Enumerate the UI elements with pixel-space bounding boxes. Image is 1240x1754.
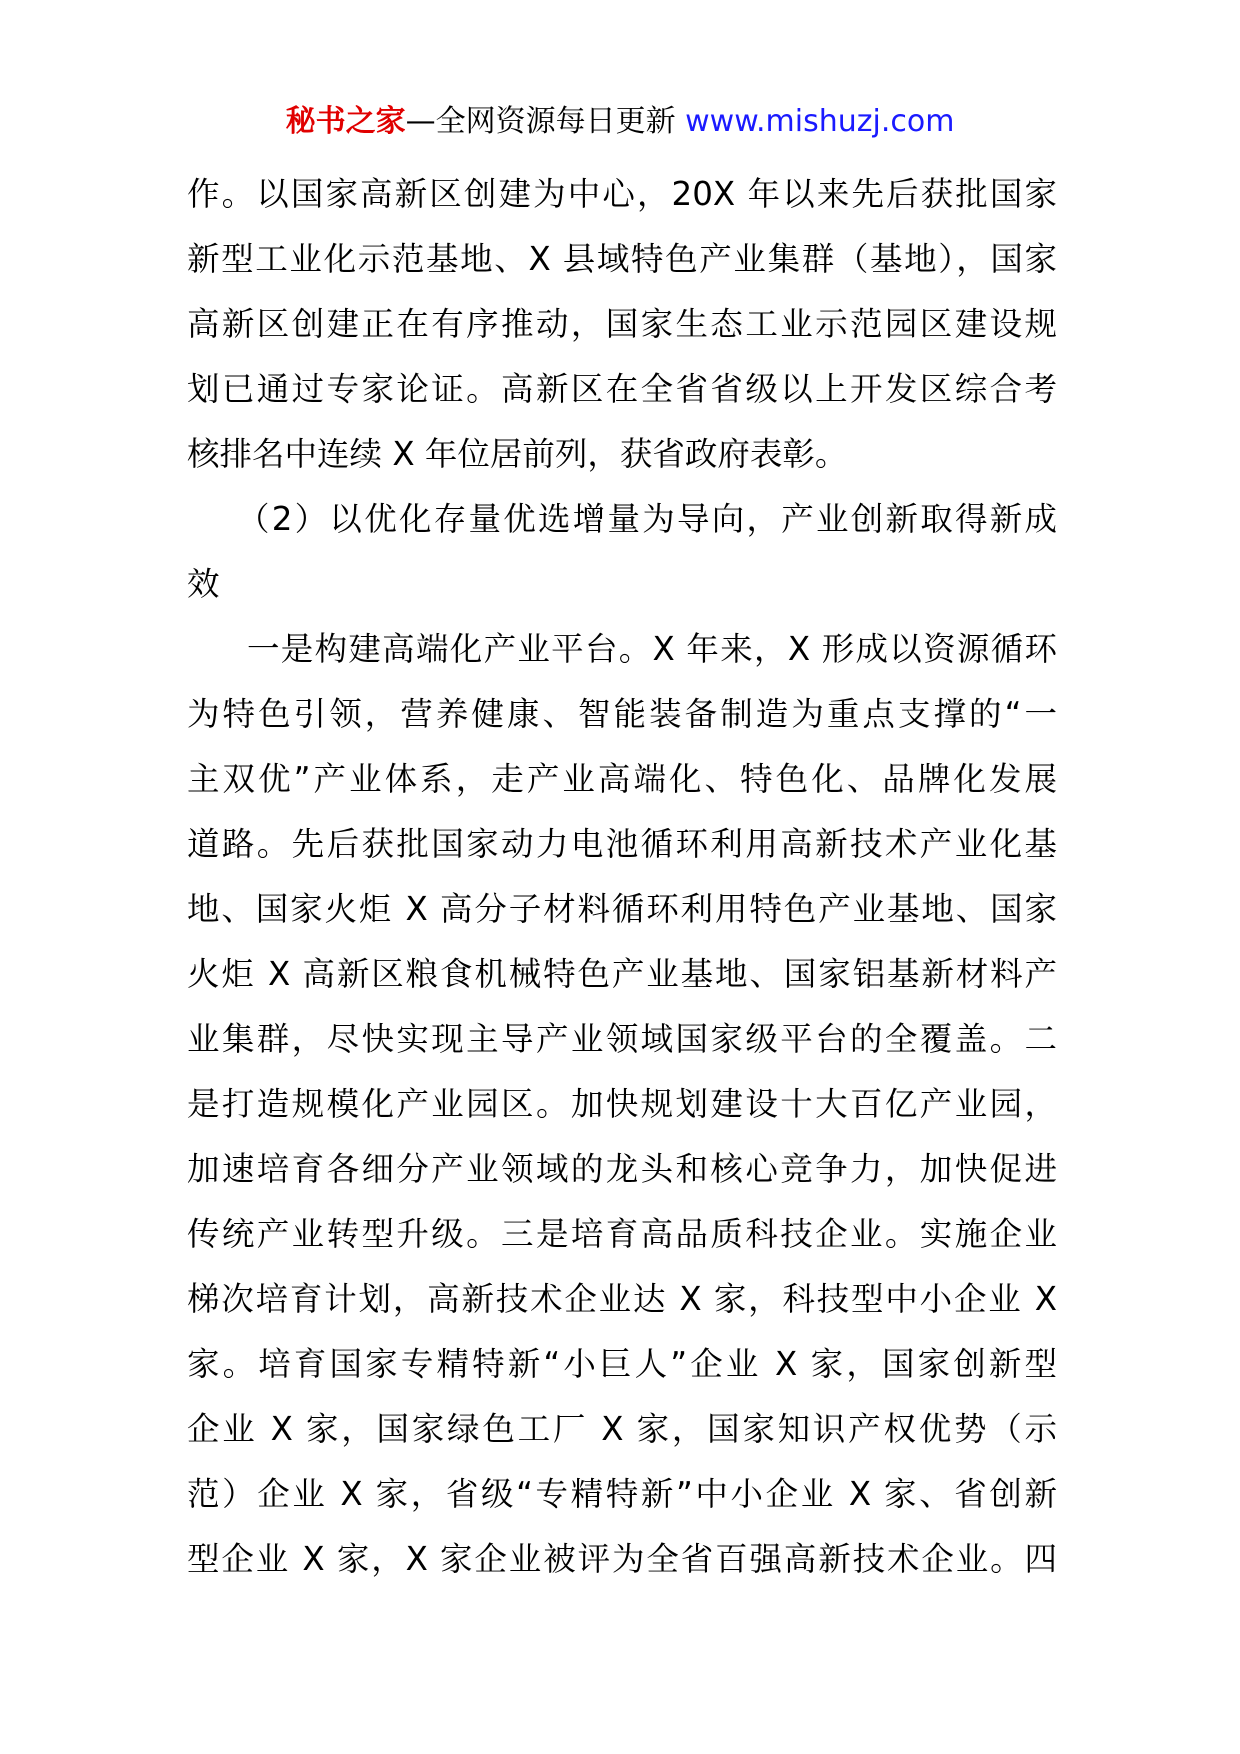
paragraph-line: 新型工业化示范基地、X 县域特色产业集群（基地），国家 — [187, 240, 1057, 278]
paragraph-line: 范）企业 X 家，省级“专精特新”中小企业 X 家、省创新 — [187, 1475, 1057, 1513]
paragraph-line: 高新区创建正在有序推动，国家生态工业示范园区建设规 — [187, 305, 1057, 343]
document-body — [187, 162, 1057, 1592]
site-url-link[interactable]: www.mishuzj.com — [685, 104, 955, 139]
paragraph-line: 火炬 X 高新区粮食机械特色产业基地、国家铝基新材料产 — [187, 955, 1057, 993]
paragraph-line: 效 — [187, 565, 220, 603]
paragraph-line: 核排名中连续 X 年位居前列，获省政府表彰。 — [187, 435, 848, 473]
paragraph-line: 是打造规模化产业园区。加快规划建设十大百亿产业园， — [187, 1085, 1057, 1123]
paragraph-line: 地、国家火炬 X 高分子材料循环利用特色产业基地、国家 — [187, 890, 1057, 928]
paragraph-line: 传统产业转型升级。三是培育高品质科技企业。实施企业 — [187, 1215, 1057, 1253]
page-header — [0, 100, 1240, 144]
paragraph-line: 道路。先后获批国家动力电池循环利用高新技术产业化基 — [187, 825, 1057, 863]
paragraph-line: 业集群，尽快实现主导产业领域国家级平台的全覆盖。二 — [187, 1020, 1057, 1058]
paragraph-line: 主双优”产业体系，走产业高端化、特色化、品牌化发展 — [187, 760, 1057, 798]
paragraph-line: 型企业 X 家，X 家企业被评为全省百强高新技术企业。四 — [187, 1540, 1057, 1578]
paragraph-line: 为特色引领，营养健康、智能装备制造为重点支撑的“一 — [187, 695, 1057, 733]
brand-name: 秘书之家 — [285, 104, 406, 139]
paragraph-line: 作。以国家高新区创建为中心，20X 年以来先后获批国家 — [187, 175, 1057, 213]
paragraph-line: 家。培育国家专精特新“小巨人”企业 X 家，国家创新型 — [187, 1345, 1057, 1383]
paragraph-line: 一是构建高端化产业平台。X 年来，X 形成以资源循环 — [247, 630, 1057, 668]
paragraph-line: 加速培育各细分产业领域的龙头和核心竞争力，加快促进 — [187, 1150, 1057, 1188]
paragraph-line: 划已通过专家论证。高新区在全省省级以上开发区综合考 — [187, 370, 1057, 408]
header-tagline: —全网资源每日更新 — [405, 104, 686, 139]
paragraph-line: 梯次培育计划，高新技术企业达 X 家，科技型中小企业 X — [187, 1280, 1057, 1318]
paragraph-line: （2）以优化存量优选增量为导向，产业创新取得新成 — [237, 500, 1057, 538]
paragraph-line: 企业 X 家，国家绿色工厂 X 家，国家知识产权优势（示 — [187, 1410, 1057, 1448]
